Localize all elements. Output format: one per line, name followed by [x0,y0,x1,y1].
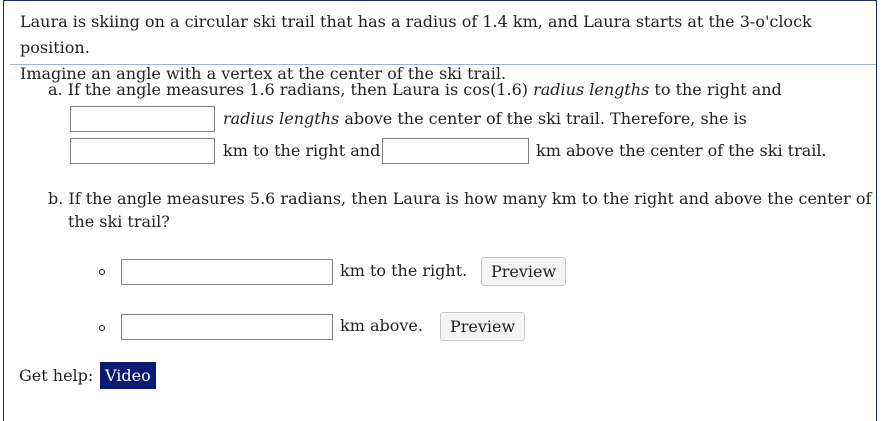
part-a-to-right-and: to the right and [654,80,782,99]
part-a-line-1 [48,77,782,103]
part-a-radius-lengths-above-input[interactable] [70,106,215,132]
part-b-km-right-label: km to the right. [340,261,468,280]
intro-line-1: Laura is skiing on a circular ski trail that has a radius of 1.4 km, and Laura starts at the 3-o'clock position. [20,12,812,57]
video-help-button[interactable]: Video [100,362,156,389]
part-b-line-2: the ski trail? [68,212,170,231]
part-b-km-above-input[interactable] [121,314,333,340]
intro-line-2: Imagine an angle with a vertex at the center of the ski trail. [20,64,507,83]
intro-divider [10,64,876,65]
part-a-km-right-input[interactable] [70,138,215,164]
part-a-km-right-label: km to the right and [223,141,381,160]
question-intro [20,9,870,87]
preview-button-right[interactable]: Preview [481,257,566,286]
part-b-line-1: b. If the angle measures 5.6 radians, then Laura is how many km to the right and above the center of [48,189,872,208]
part-b-km-above-label: km above. [340,316,423,335]
part-a-km-above-input[interactable] [382,138,529,164]
part-a-km-above-label: km above the center of the ski trail. [536,141,827,160]
part-a-prefix: a. If the angle measures 1.6 radians, then Laura is [48,80,459,99]
bullet-icon [99,325,105,331]
question-frame [3,0,877,421]
part-a-line-2 [223,106,747,132]
get-help-label: Get help: [19,366,94,385]
part-a-radius-lengths-2: radius lengths [223,109,340,128]
part-a-above-center-text: above the center of the ski trail. Therefore, she is [344,109,747,128]
preview-button-above[interactable]: Preview [440,312,525,341]
bullet-icon [99,269,105,275]
part-a-radius-lengths-1: radius lengths [533,80,650,99]
part-b-km-right-input[interactable] [121,259,333,285]
part-a-cos-expression: cos(1.6) [463,80,528,99]
